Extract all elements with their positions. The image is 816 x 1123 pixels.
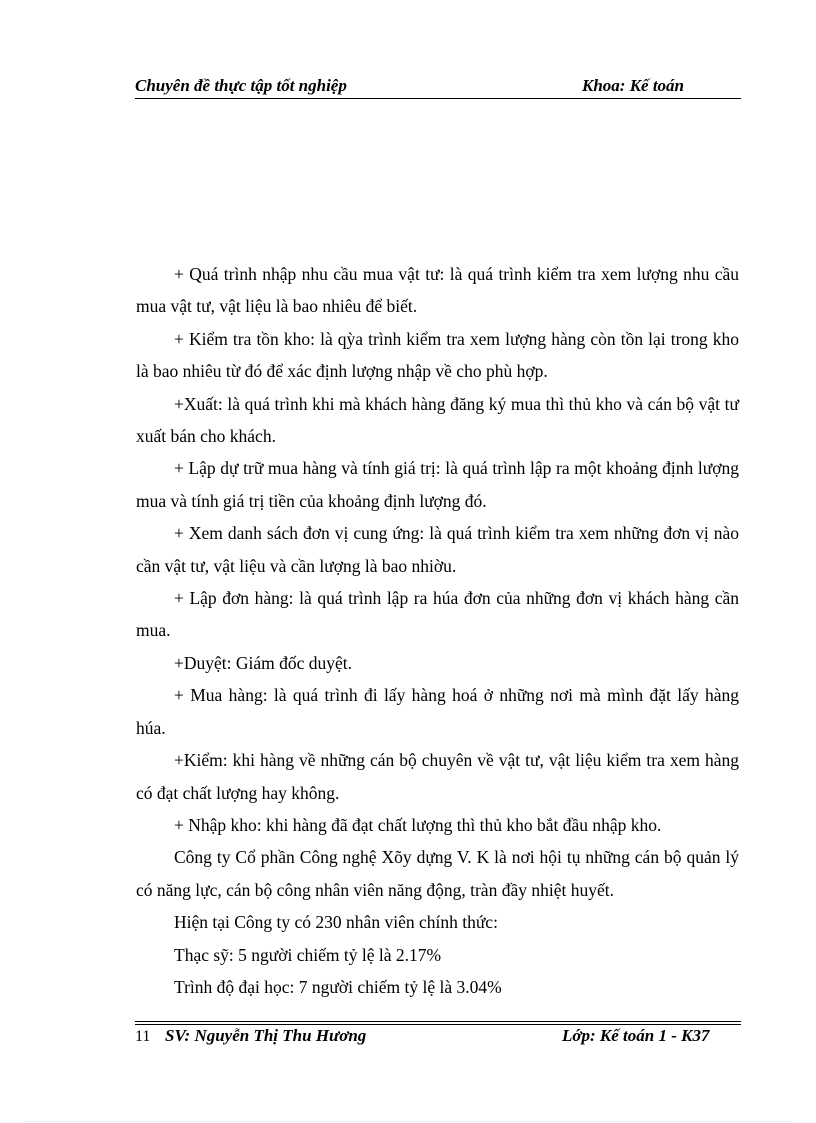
page-footer [135,1026,741,1050]
footer-divider [135,1024,741,1025]
faculty-label: Khoa: Kế toán [582,76,685,95]
class-label: Lớp: Kế toán 1 - K37 [562,1026,710,1045]
thesis-title: Chuyên đề thực tập tốt nghiệp [135,76,347,95]
page-number: 11 [135,1028,151,1045]
student-name: SV: Nguyễn Thị Thu Hương [165,1026,367,1045]
paragraph: + Quá trình nhập nhu cầu mua vật tư: là quá trình kiểm tra xem lượng nhu cầu mua vật tư, vật liệu là bao nhiêu để biết. [136,264,739,317]
paragraph: Thạc sỹ: 5 người chiếm tỷ lệ là 2.17% [174,944,442,965]
paragraph: + Nhập kho: khi hàng đã đạt chất lượng thì thủ kho bắt đầu nhập kho. [174,814,662,835]
body-text [136,258,739,1003]
paragraph: +Kiểm: khi hàng về những cán bộ chuyên về vật tư, vật liệu kiểm tra xem hàng có đạt chất lượng hay không. [136,750,739,803]
paragraph: + Mua hàng: là quá trình đi lấy hàng hoá ở những nơi mà mình đặt lấy hàng húa. [136,685,739,738]
paragraph: + Lập dự trữ mua hàng và tính giá trị: là quá trình lập ra một khoảng định lượng mua và tính giá trị tiền của khoảng định lượng đó. [136,458,739,511]
paragraph: + Lập đơn hàng: là quá trình lập ra húa đơn của những đơn vị khách hàng cần mua. [136,588,739,641]
footer-divider [135,1021,741,1022]
paragraph: Trình độ đại học: 7 người chiếm tỷ lệ là 3.04% [174,976,502,997]
page-edge [25,1121,791,1122]
page-header [135,76,741,99]
paragraph: Hiện tại Công ty có 230 nhân viên chính thức: [174,912,498,933]
paragraph: +Xuất: là quá trình khi mà khách hàng đăng ký mua thì thủ kho và cán bộ vật tư xuất bán cho khách. [136,393,739,447]
paragraph: +Duyệt: Giám đốc duyệt. [174,652,353,673]
paragraph: + Xem danh sách đơn vị cung ứng: là quá trình kiểm tra xem những đơn vị nào cần vật tư, vật liệu và cần lượng là bao nhiờu. [136,523,739,576]
paragraph: Công ty Cổ phần Công nghệ Xõy dựng V. K là nơi hội tụ những cán bộ quản lý có năng lực, cán bộ công nhân viên năng động, tràn đầy nhiệt huyết. [136,847,739,900]
paragraph: + Kiểm tra tồn kho: là qỳa trình kiểm tra xem lượng hàng còn tồn lại trong kho là bao nhiêu từ đó để xác định lượng nhập về cho phù hợp. [136,328,739,382]
